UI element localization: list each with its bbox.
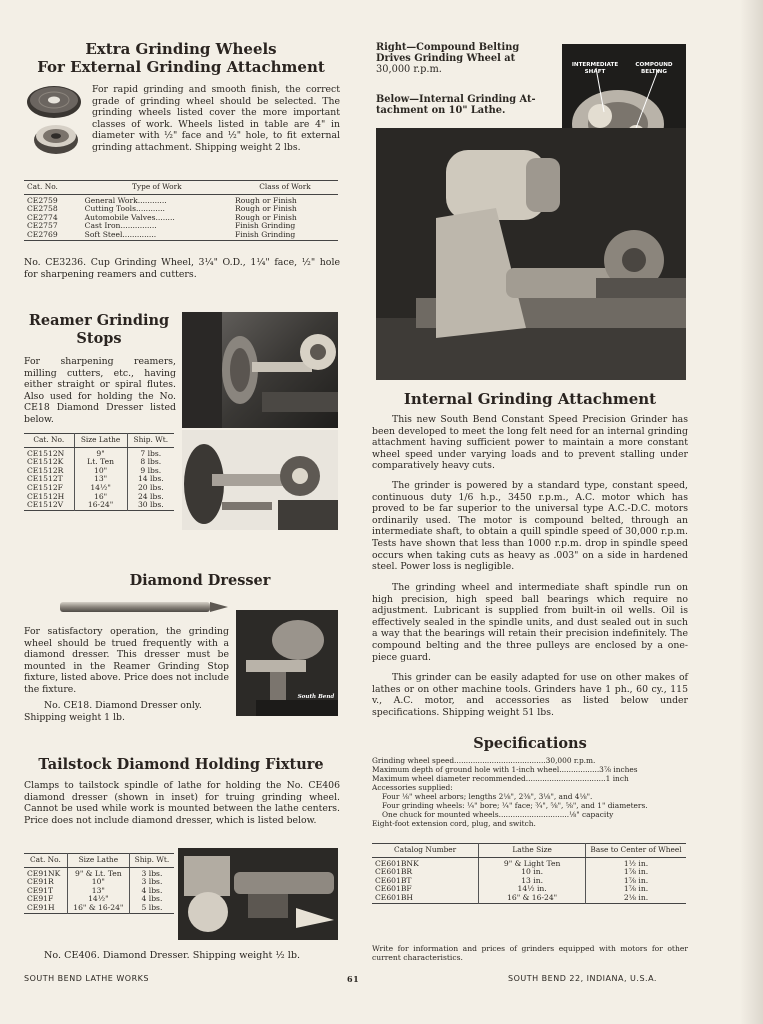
table-cell: CE601BNK <box>372 857 479 868</box>
footer-right: SOUTH BEND 22, INDIANA, U.S.A. <box>508 974 657 983</box>
tailstock-body: Clamps to tailstock spindle of lathe for holding the No. CE406 diamond dresser (shown in inset) for truing grinding wheel. Cannot be used while work is mounted between the lathe centers. Price does not include diamond dresser, which is listed below. <box>24 780 340 826</box>
spec-line: Maximum depth of ground hole with 1-inch wheel.................3⅞ inches <box>372 765 638 774</box>
table-row <box>24 501 174 510</box>
right-caption-1: Right—Compound Belting <box>376 42 520 53</box>
internal-p2: The grinder is powered by a standard type, constant speed, continuous duty 1/6 h.p., 3450 r.p.m., A.C. motor which has proved to be far superior to the universal type A.C.-D.C. motors ordinarily used. The motor is compound belted, through an intermediate shaft, to obtain a quill spindle speed of 30,000 r.p.m. Tests have shown that less than 1000 r.p.m. drop in spindle speed occurs when taking cuts as heavy as .003" on a side in hardened steel. Power loss is negligible. <box>372 480 688 573</box>
table-cell: 30 lbs. <box>137 500 164 510</box>
internal-title: Internal Grinding Attachment <box>403 390 657 408</box>
table-cell: CE601BT <box>372 877 479 886</box>
table-cell: 1⅞ in. <box>623 884 649 894</box>
diamond-dresser-illustration <box>58 598 230 616</box>
tailstock-table-body <box>24 867 174 913</box>
col-catalog-number: Catalog Number <box>372 844 479 858</box>
tailstock-table <box>24 853 174 914</box>
specs-title: Specifications <box>473 735 587 752</box>
spec-line: Accessories supplied: <box>372 783 453 792</box>
table-cell: CE2769 <box>27 229 58 239</box>
col-ship-wt: Ship. Wt. <box>127 434 174 448</box>
table-cell: 20 lbs. <box>137 482 164 492</box>
tailstock-fixture-drawing <box>178 848 338 940</box>
reamer-title-2: Stops <box>76 330 122 347</box>
table-cell: Soft Steel.............. <box>84 229 157 239</box>
table-cell: 2⅛ in. <box>623 892 649 902</box>
table-cell: CE91NK <box>24 867 67 878</box>
table-row <box>24 904 174 913</box>
table-cell: 9" <box>74 447 127 458</box>
col-type-of-work: Type of Work <box>82 181 232 195</box>
table-cell: 16" & 16-24" <box>479 894 586 903</box>
table-cell: CE91T <box>24 887 67 896</box>
col-size-lathe: Size Lathe <box>67 854 129 868</box>
spec-line: Grinding wheel speed.......................................30,000 r.p.m. <box>372 756 596 765</box>
table-cell: CE1512R <box>24 467 74 476</box>
spec-line: Maximum wheel diameter recommended..................................1 inch <box>372 774 629 783</box>
internal-grinding-photo <box>376 128 686 380</box>
col-base-to-center: Base to Center of Wheel <box>586 844 687 858</box>
table-cell: 9" & Lt. Ten <box>67 867 129 878</box>
table-cell: Cast Iron............... <box>84 221 157 231</box>
col-cat-no: Cat. No. <box>24 854 67 868</box>
table-cell: 4 lbs. <box>141 885 163 895</box>
cup-wheel-note: No. CE3236. Cup Grinding Wheel, 3¼" O.D., 1¼" face, ½" hole for sharpening reamers and cutters. <box>24 257 340 280</box>
table-cell: 5 lbs. <box>141 902 163 912</box>
table-cell: Rough or Finish <box>234 195 297 205</box>
right-caption-3: 30,000 r.p.m. <box>376 64 442 75</box>
table-cell: 9" & Light Ten <box>479 857 586 868</box>
col-cat-no: Cat. No. <box>24 434 74 448</box>
reamer-stop-drawing <box>182 312 338 428</box>
col-size-lathe: Size Lathe <box>74 434 127 448</box>
tailstock-note: No. CE406. Diamond Dresser. Shipping weight ½ lb. <box>44 950 301 961</box>
extra-wheels-title-2: For External Grinding Attachment <box>37 58 325 76</box>
table-cell: Cutting Tools............ <box>84 204 165 214</box>
table-cell: 24 lbs. <box>137 491 164 501</box>
below-caption <box>376 94 556 116</box>
table-cell: CE91F <box>24 895 67 904</box>
specs-table <box>372 843 686 904</box>
reamer-title-1: Reamer Grinding <box>28 312 170 329</box>
table-row <box>24 231 338 240</box>
table-cell: General Work............ <box>84 195 167 205</box>
table-cell: 16" <box>74 493 127 502</box>
diamond-note-1: No. CE18. Diamond Dresser only. <box>44 700 202 711</box>
inset-label-intermediate: INTERMEDIATE SHAFT <box>571 62 619 75</box>
table-row <box>372 894 686 903</box>
table-cell: 1½ in. <box>623 858 649 868</box>
table-cell: CE1512T <box>24 475 74 484</box>
page-number: 61 <box>347 974 360 984</box>
table-cell: 10" <box>74 467 127 476</box>
table-cell: 4 lbs. <box>141 894 163 904</box>
spec-line: One chuck for mounted wheels..............................⅛" capacity <box>382 810 614 819</box>
col-lathe-size: Lathe Size <box>479 844 586 858</box>
table-cell: 9 lbs. <box>140 465 162 475</box>
internal-grinding-drawing <box>376 128 686 380</box>
table-cell: 3 lbs. <box>141 877 163 887</box>
right-caption <box>376 42 556 75</box>
table-cell: 1⅞ in. <box>623 867 649 877</box>
col-cat-no: Cat. No. <box>24 181 82 195</box>
table-cell: 14 lbs. <box>137 474 164 484</box>
diamond-dresser-photo <box>236 610 338 716</box>
table-cell: 10" <box>67 878 129 887</box>
col-class-of-work: Class of Work <box>232 181 338 195</box>
below-caption-2: tachment on 10" Lathe. <box>376 105 506 116</box>
extra-wheels-table <box>24 180 338 241</box>
table-cell: 13" <box>67 887 129 896</box>
internal-p3: The grinding wheel and intermediate shaft spindle run on high precision, high speed ball bearings which require no adjustment. Lubricant is supplied from built-in oil wells. Oil is effectively sealed in the spindle units, and dust sealed out in such a way that the bearings will retain their precision indefinitely. The compound belting and the three pulleys are enclosed by a one-piece guard. <box>372 582 688 663</box>
inset-label-compound: COMPOUND BELTING <box>635 62 673 75</box>
table-cell: CE91H <box>24 904 67 913</box>
table-cell: CE1512K <box>24 458 74 467</box>
table-cell: Rough or Finish <box>234 212 297 222</box>
specs-table-body <box>372 857 686 903</box>
table-cell: Finish Grinding <box>234 221 296 231</box>
table-cell: CE2759 <box>27 195 58 205</box>
table-cell: 13 in. <box>479 877 586 886</box>
table-cell: CE1512N <box>24 447 74 458</box>
table-cell: Automobile Valves........ <box>84 212 175 222</box>
spec-line: Eight-foot extension cord, plug, and switch. <box>372 819 536 828</box>
table-cell: 13" <box>74 475 127 484</box>
specs-footnote: Write for information and prices of grinders equipped with motors for other current characteristics. <box>372 944 688 962</box>
table-cell: CE91R <box>24 878 67 887</box>
extra-wheels-body: For rapid grinding and smooth finish, the correct grade of grinding wheel should be selected. The grinding wheels listed cover the more important classes of work. Wheels listed in table are 4" in diameter with ½" face and ½" hole, to fit external grinding attachment. Shipping weight 2 lbs. <box>92 84 340 153</box>
diamond-title: Diamond Dresser <box>129 572 271 589</box>
diamond-note-2: Shipping weight 1 lb. <box>24 712 125 723</box>
right-caption-2: Drives Grinding Wheel at <box>376 53 516 64</box>
diamond-body: For satisfactory operation, the grinding wheel should be trued frequently with a diamond dresser. This dresser must be mounted in the Reamer Grinding Stop fixture, listed above. Price does not include the fixture. <box>24 626 229 695</box>
table-cell: CE1512H <box>24 493 74 502</box>
reamer-body: For sharpening reamers, milling cutters, etc., having either straight or spiral flutes. Also used for holding the No. CE18 Diamond Dresser listed below. <box>24 356 176 425</box>
spec-line: Four ⅛" wheel arbors; lengths 2⅛", 2⅜", 3⅛", and 4⅛". <box>382 792 593 801</box>
internal-p4: This grinder can be easily adapted for use on other makes of lathes or on other machine tools. Grinders have 1 ph., 60 cy., 115 v., A.C. motor, and accessories as listed below under specifications. Shipping weight 51 lbs. <box>372 672 688 718</box>
table-cell: 1⅞ in. <box>623 875 649 885</box>
reamer-table-body <box>24 447 174 510</box>
table-cell: 16" & 16-24" <box>67 904 129 913</box>
table-cell: 7 lbs. <box>140 448 162 458</box>
tailstock-fixture-photo <box>178 848 338 940</box>
table-cell: CE2774 <box>27 212 58 222</box>
table-cell: 14½" <box>74 484 127 493</box>
table-cell: 8 lbs. <box>140 457 162 467</box>
reamer-stop-photo-bottom <box>182 430 338 530</box>
table-cell: 3 lbs. <box>141 868 163 878</box>
table-cell: Lt. Ten <box>74 458 127 467</box>
table-cell: 14½ in. <box>479 885 586 894</box>
table-cell: CE601BH <box>372 894 479 903</box>
table-cell: Rough or Finish <box>234 204 297 214</box>
col-ship-wt: Ship. Wt. <box>129 854 174 868</box>
reamer-table <box>24 433 174 511</box>
table-cell: 16-24" <box>74 501 127 510</box>
table-cell: CE601BF <box>372 885 479 894</box>
table-cell: 10 in. <box>479 868 586 877</box>
table-cell: CE2757 <box>27 221 58 231</box>
spec-line: Four grinding wheels: ¼" bore; ¼" face; ¾", ⅝", ⅝", and 1" diameters. <box>382 801 648 810</box>
tailstock-title: Tailstock Diamond Holding Fixture <box>38 756 324 773</box>
reamer-section <box>22 312 176 348</box>
reamer-stop-photo-top <box>182 312 338 428</box>
reamer-stop-drawing-2 <box>182 430 338 530</box>
table-cell: CE1512V <box>24 501 74 510</box>
extra-wheels-title-1: Extra Grinding Wheels <box>85 40 277 58</box>
table-cell: CE1512F <box>24 484 74 493</box>
internal-p1: This new South Bend Constant Speed Precision Grinder has been developed to meet the long felt need for an internal grinding attachment having sufficient power to maintain a more constant wheel speed under varying loads and to prevent stalling under comparatively heavy cuts. <box>372 414 688 472</box>
table-cell: Finish Grinding <box>234 229 296 239</box>
specs-list <box>372 756 688 828</box>
extra-wheels-section <box>22 40 340 76</box>
table-cell: 14½" <box>67 895 129 904</box>
page-edge <box>740 0 763 1024</box>
below-caption-1: Below—Internal Grinding At- <box>376 94 536 105</box>
extra-wheels-table-body <box>24 194 338 240</box>
dresser-stamp: South Bend <box>297 694 335 700</box>
grinding-wheel-illustration <box>24 80 86 166</box>
footer-left: SOUTH BEND LATHE WORKS <box>24 974 149 983</box>
table-cell: CE601BR <box>372 868 479 877</box>
table-cell: CE2758 <box>27 204 58 214</box>
